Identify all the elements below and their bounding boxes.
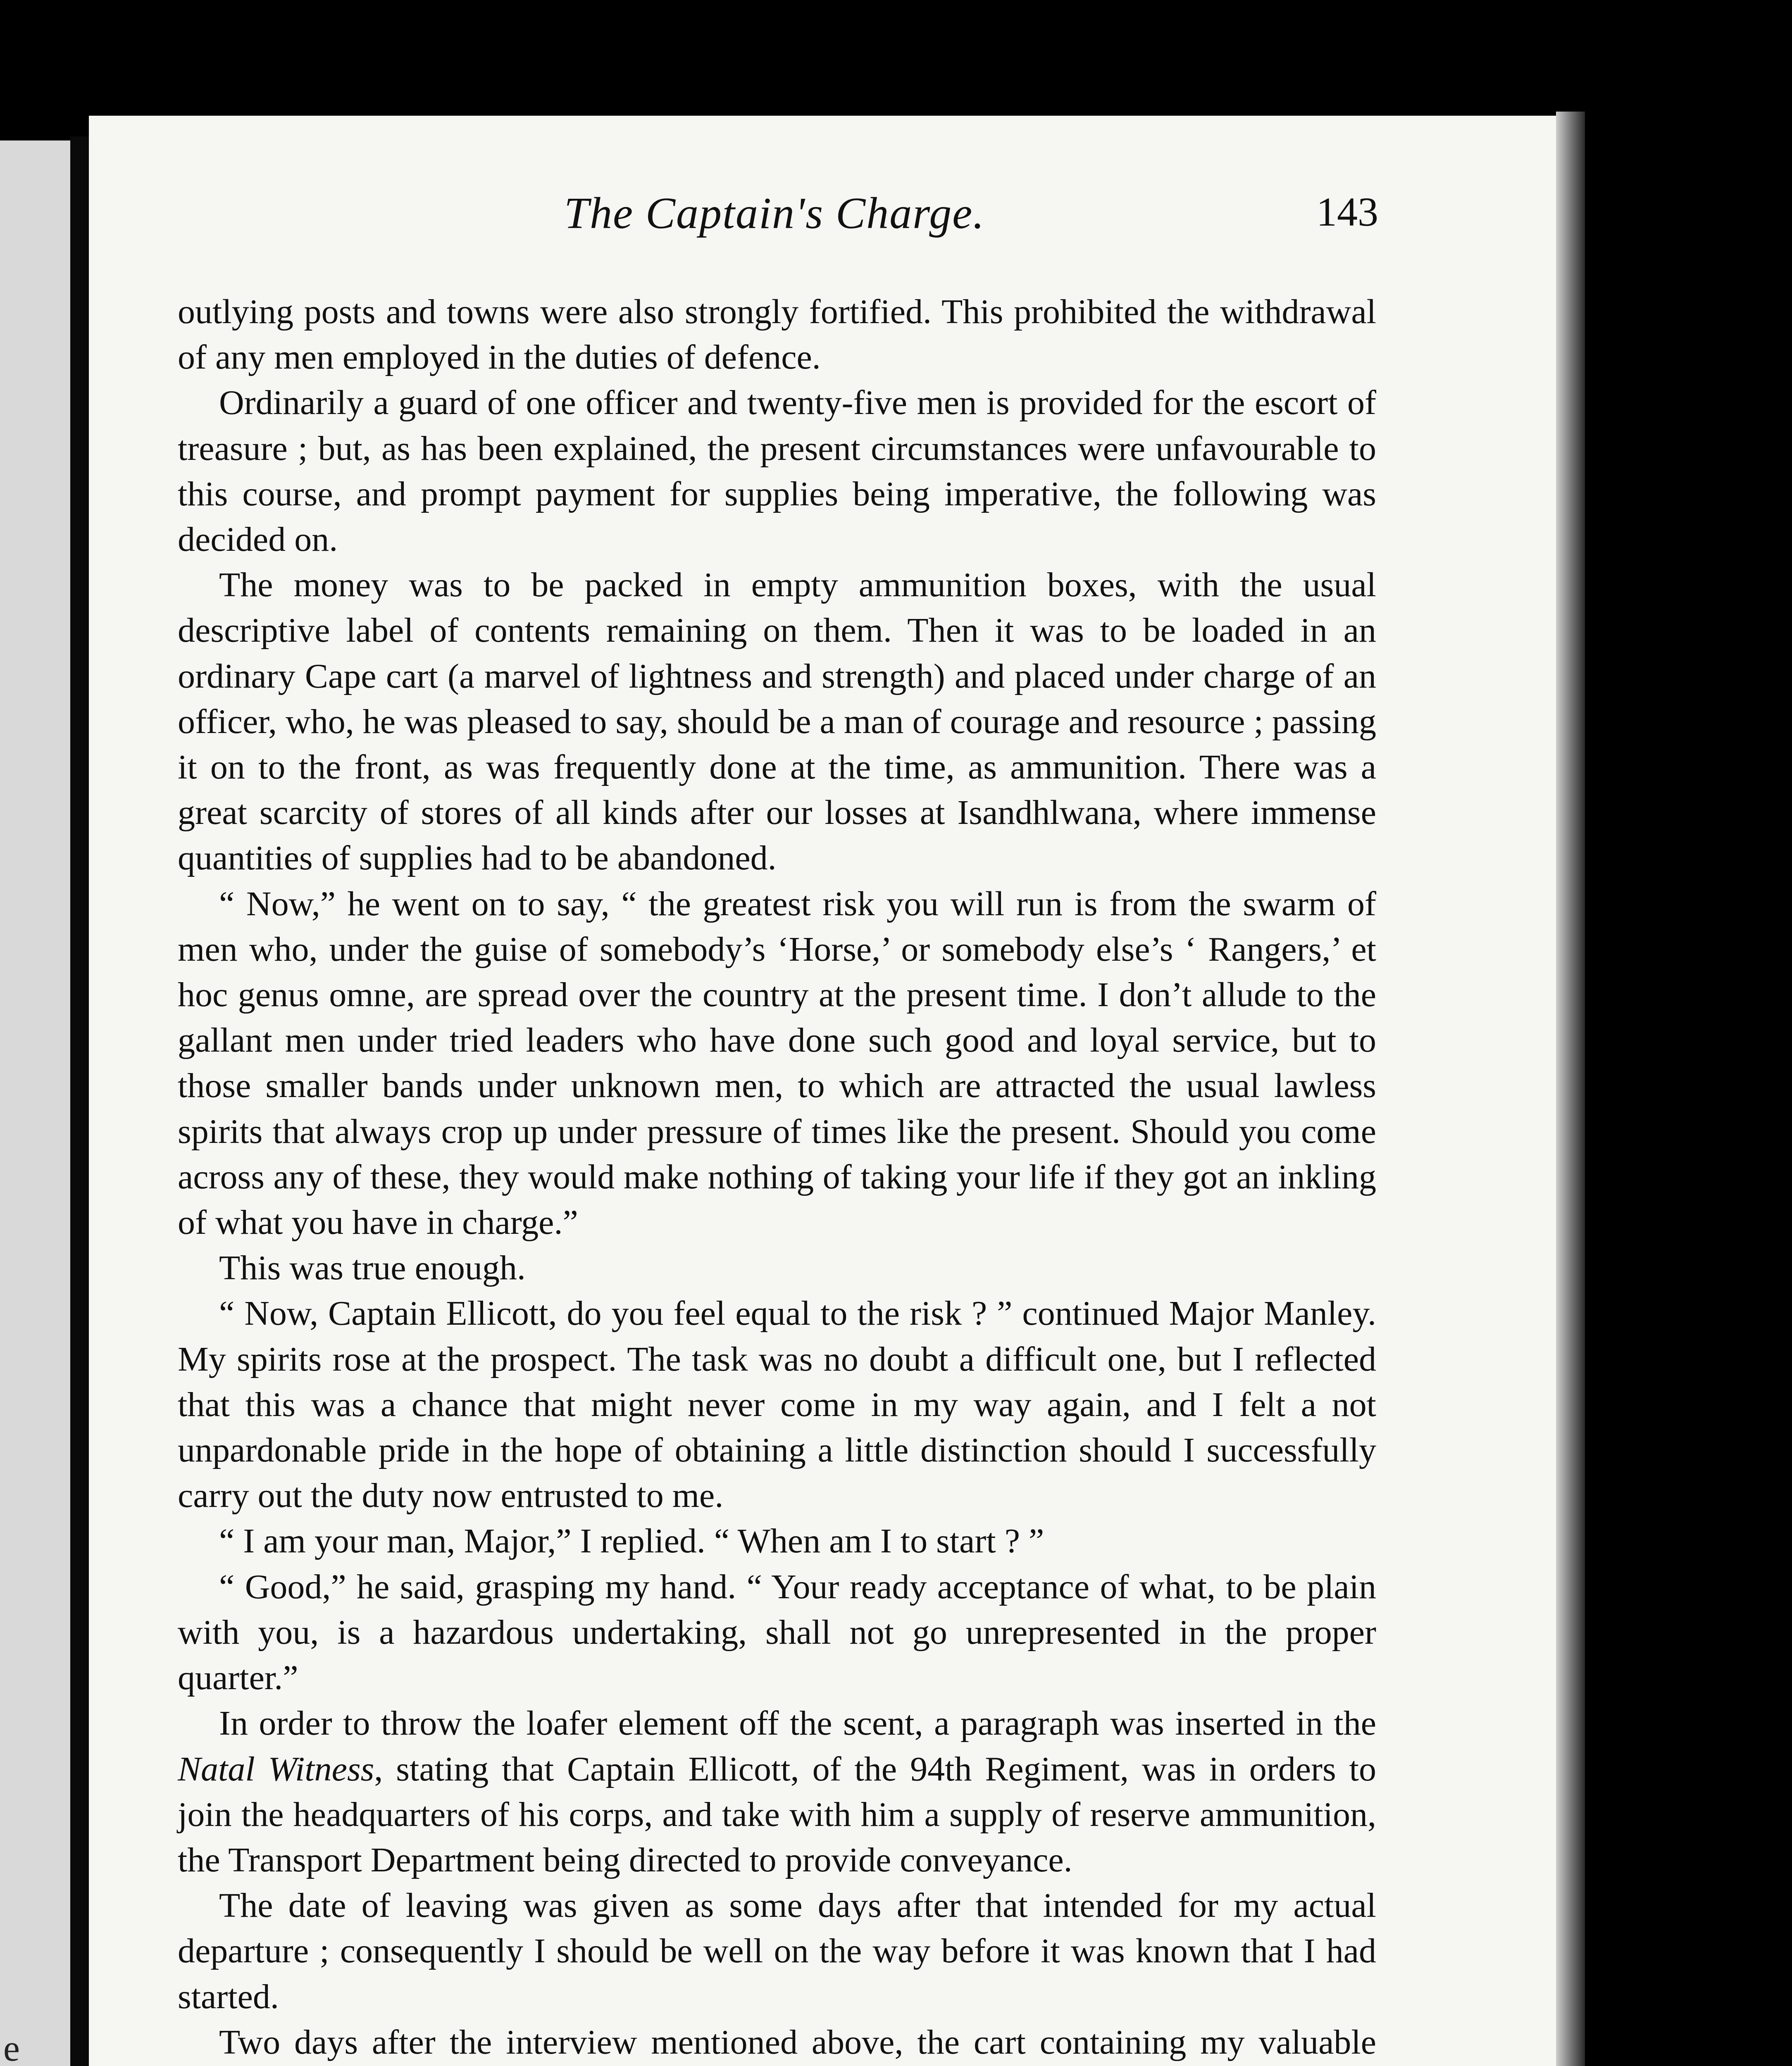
left-page-margin-text [3, 2025, 28, 2066]
paragraph: The date of leaving was given as some days after that intended for my actual departure ; consequently I should be well on the way before it was known that I had started. [178, 1886, 1376, 2016]
newspaper-title: Natal Witness [178, 1749, 374, 1788]
paragraph-text: , stating that Captain Ellicott, of the 94th Regiment, was in orders to join the headquarters of his corps, and take with him a supply of reserve ammunition, the Transport Department being directed to provide conveyance. [178, 1749, 1377, 1879]
paragraph: outlying posts and towns were also strongly fortified. This prohibited the withdrawal of any men employed in the duties of defence. [178, 293, 1376, 377]
paragraph: This was true enough. [219, 1249, 526, 1288]
paragraph: Ordinarily a guard of one officer and twenty-five men is provided for the escort of treasure ; but, as has been explained, the present circumstances were unfavourable to this course, and prompt payment for supplies being imperative, the following was decided on. [178, 383, 1376, 559]
paragraph [178, 1701, 1376, 1883]
paragraph: “ Good,” he said, grasping my hand. “ Your ready acceptance of what, to be plain with you, is a hazardous undertaking, shall not go unrepresented in the proper quarter.” [178, 1567, 1376, 1697]
paragraph: “ Now, Captain Ellicott, do you feel equal to the risk ? ” continued Major Manley. My spirits rose at the prospect. The task was no doubt a difficult one, but I reflected that this was a chance that might never come in my way again, and I felt a not unpardonable pride in the hope of obtaining a little distinction should I successfully carry out the duty now entrusted to me. [178, 1294, 1376, 1515]
page-number: 143 [1316, 189, 1378, 235]
margin-char: e [3, 2028, 20, 2066]
page-edge [1556, 112, 1585, 2066]
paragraph-text: In order to throw the loafer element off the scent, a paragraph was inserted in the [219, 1704, 1376, 1743]
paragraph: Two days after the interview mentioned above, the cart containing my valuable [219, 2023, 1376, 2061]
running-title: The Captain's Charge. [564, 189, 985, 238]
body-text [178, 289, 1376, 2066]
paragraph: The money was to be packed in empty ammunition boxes, with the usual descriptive label of contents remaining on them. Then it was to be loaded in an ordinary Cape cart (a marvel of lightness and strength) and placed under charge of an officer, who, he was pleased to say, should be a man of courage and resource ; passing it on to the front, as was frequently done at the time, as ammunition. There was a great scarcity of stores of all kinds after our losses at Isandhlwana, where immense quantities of supplies had to be abandoned. [178, 566, 1376, 878]
paragraph: “ Now,” he went on to say, “ the greatest risk you will run is from the swarm of men who, under the guise of somebody’s ‘Horse,’ or somebody else’s ‘ Rangers,’ et hoc genus omne, are spread over the country at the present time. I don’t allude to the gallant men under tried leaders who have done such good and loyal service, but to those smaller bands under unknown men, to which are attracted the usual lawless spirits that always crop up under pressure of times like the present. Should you come across any of these, they would make nothing of taking your life if they got an inkling of what you have in charge.” [178, 884, 1376, 1242]
page-header [89, 188, 1577, 246]
paragraph: “ I am your man, Major,” I replied. “ When am I to start ? ” [219, 1522, 1044, 1561]
